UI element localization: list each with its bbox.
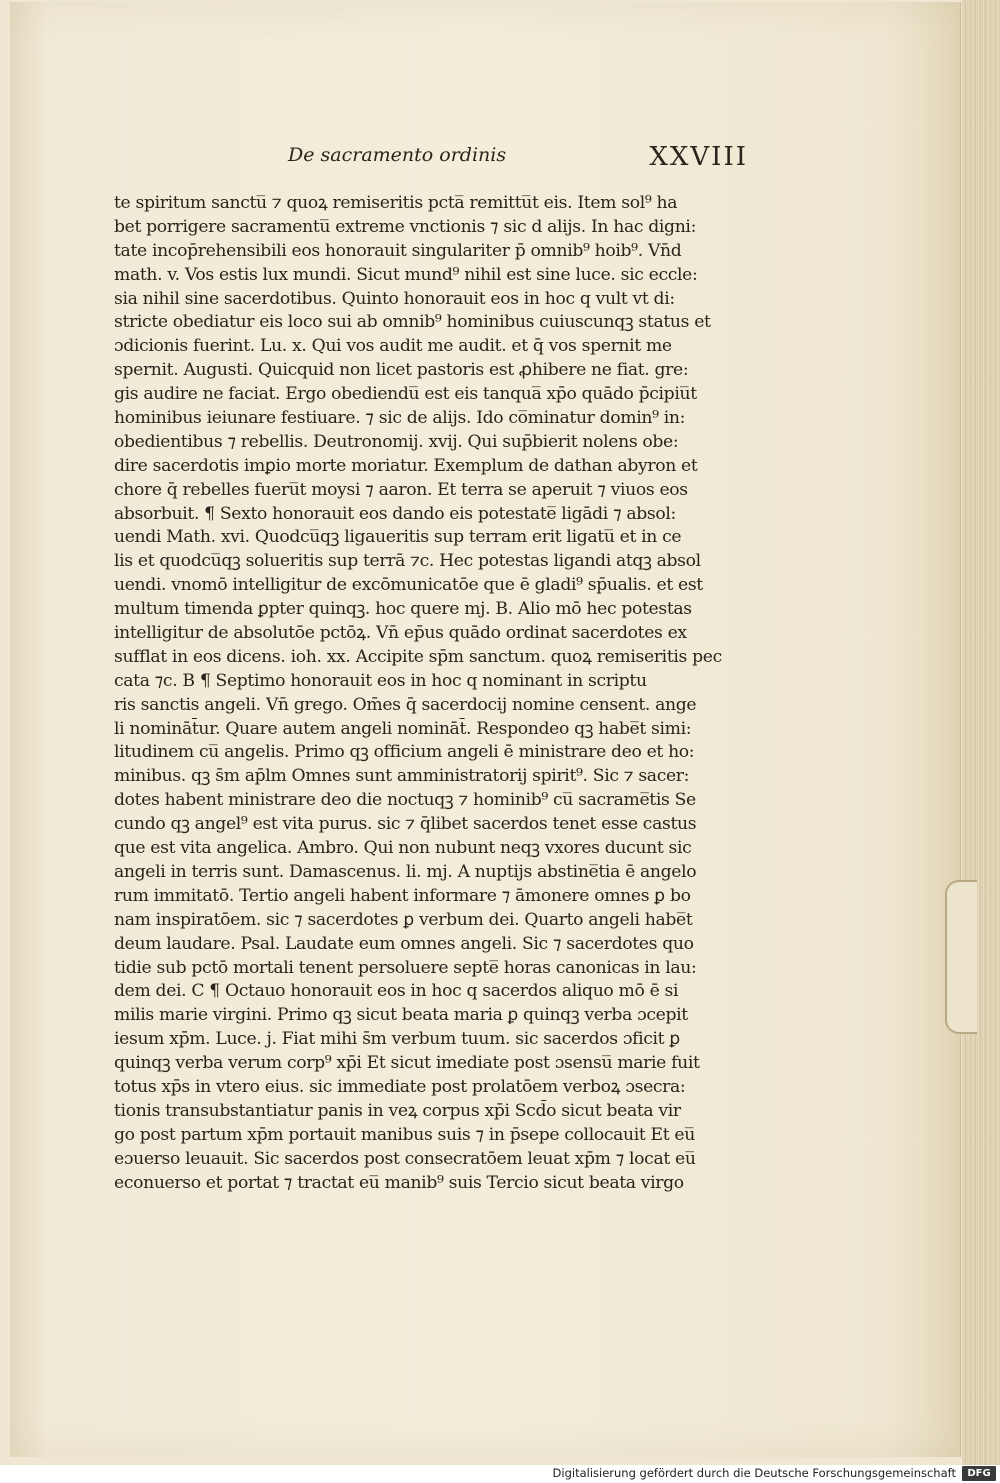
text-line: uendi Math. xvi. Quodcu̅qꝫ ligaueritis sup terram erit ligatu̅ et in ce (114, 527, 682, 548)
text-line: totus xp̄s in vtero eius. sic immediate post prolatōem verboꝝ ɔsecra: (114, 1076, 686, 1097)
text-line: tate incop̄rehensibili eos honorauit singulariter p̄ omnib⁹ hoib⁹. Vn̄d (114, 240, 682, 261)
text-line: go post partum xp̄m portauit manibus suis ⁊ in p̄sepe collocauit Et eu̅ (114, 1124, 695, 1145)
text-line: sufflat in eos dicens. ioh. xx. Accipite sp̄m sanctum. quoꝝ remiseritis pec (114, 646, 722, 667)
text-line: milis marie virgini. Primo qꝫ sicut beata maria ꝑ quinqꝫ verba ɔcepit (114, 1005, 688, 1026)
text-line: litudinem cu̅ angelis. Primo qꝫ officium angeli ē ministrare deo et ho: (114, 742, 695, 763)
text-line: cundo qꝫ angel⁹ est vita purus. sic ⁊ q̄libet sacerdos tenet esse castus (114, 814, 697, 835)
text-block (114, 192, 728, 1195)
text-line: dotes habent ministrare deo die noctuqꝫ ⁊ hominib⁹ cu̅ sacrame̅tis Se (114, 790, 696, 811)
text-line: nam inspiratōem. sic ⁊ sacerdotes ꝑ verbum dei. Quarto angeli habe̅t (114, 909, 693, 930)
footer-credit: Digitalisierung gefördert durch die Deutsche Forschungsgemeinschaft (552, 1466, 956, 1480)
text-line: bet porrigere sacramentu̅ extreme vnctionis ⁊ sic d alijs. In hac digni: (114, 216, 697, 237)
text-line: multum timenda ꝑpter quinqꝫ. hoc quere mj. B. Alio mō hec potestas (114, 599, 692, 620)
folio-number: XXVIII (649, 142, 748, 172)
text-line: intelligitur de absolutōe pctōꝝ. Vn̄ ep̄us quādo ordinat sacerdotes ex (114, 623, 687, 644)
text-line: angeli in terris sunt. Damascenus. li. mj. A nuptijs abstine̅tia ē angelo (114, 861, 697, 882)
text-line: hominibus ieiunare festiuare. ⁊ sic de alijs. Ido co̅minatur domin⁹ in: (114, 408, 686, 429)
text-line: tionis transubstantiatur panis in veꝝ corpus xp̄i Scd̄o sicut beata vir (114, 1100, 681, 1121)
dfg-logo: DFG (962, 1466, 996, 1481)
text-line: que est vita angelica. Ambro. Qui non nubunt neqꝫ vxores ducunt sic (114, 838, 692, 859)
text-line: iesum xp̄m. Luce. j. Fiat mihi s̄m verbum tuum. sic sacerdos ɔficit ꝑ (114, 1029, 680, 1050)
page-edge (962, 0, 1000, 1465)
book-page (10, 2, 961, 1457)
text-line: math. v. Vos estis lux mundi. Sicut mund⁹ nihil est sine luce. sic eccle: (114, 264, 698, 285)
text-line: ɔdicionis fuerint. Lu. x. Qui vos audit me audit. et q̄ vos spernit me (114, 336, 672, 357)
text-line: stricte obediatur eis loco sui ab omnib⁹ hominibus cuiuscunqꝫ status et (114, 312, 711, 333)
text-line: quinqꝫ verba verum corp⁹ xp̄i Et sicut imediate post ɔsensu̅ marie fuit (114, 1053, 700, 1074)
text-line: sia nihil sine sacerdotibus. Quinto honorauit eos in hoc q vult vt di: (114, 288, 675, 309)
text-line: dem dei. C ¶ Octauo honorauit eos in hoc q sacerdos aliquo mō ē si (114, 981, 679, 1002)
clasp-mark (945, 880, 977, 1034)
header-title: De sacramento ordinis (288, 144, 507, 166)
text-line: obedientibus ⁊ rebellis. Deutronomij. xvij. Qui sup̄bierit nolens obe: (114, 431, 679, 452)
text-line: tidie sub pctō mortali tenent persoluere septe̅ horas canonicas in lau: (114, 957, 697, 978)
text-line: lis et quodcu̅qꝫ solueritis sup terrā ⁊c. Hec potestas ligandi atqꝫ absol (114, 551, 701, 572)
text-line: uendi. vnomō intelligitur de excōmunicatōe que ē gladi⁹ sp̄ualis. et est (114, 575, 703, 596)
text-line: te spiritum sanctu̅ ⁊ quoꝝ remiseritis pcta̅ remittu̅t eis. Item sol⁹ ha (114, 193, 678, 213)
text-line: rum immitatō. Tertio angeli habent informare ⁊ āmonere omnes ꝑ bo (114, 885, 691, 906)
running-header (288, 142, 748, 178)
text-line: gis audire ne faciat. Ergo obediendu̅ est eis tanqua̅ xp̄o quādo p̄cipiu̅t (114, 384, 697, 405)
text-line: chore q̄ rebelles fueru̅t moysi ⁊ aaron. Et terra se aperuit ⁊ viuos eos (114, 479, 688, 500)
footer-bar (0, 1465, 1000, 1483)
text-line: cata ⁊c. B ¶ Septimo honorauit eos in hoc q nominant in scriptu (114, 670, 647, 691)
text-line: ris sanctis angeli. Vn̄ grego. Om̄es q̄ sacerdocij nomine censent. ange (114, 694, 697, 715)
text-line: minibus. qꝫ s̄m ap̄lm Omnes sunt amministratorij spirit⁹. Sic ⁊ sacer: (114, 766, 690, 787)
text-line: eɔuerso leuauit. Sic sacerdos post consecratōem leuat xp̄m ⁊ locat eu̅ (114, 1148, 696, 1169)
text-line: deum laudare. Psal. Laudate eum omnes angeli. Sic ⁊ sacerdotes quo (114, 933, 694, 954)
text-line: li nomināt̄ur. Quare autem angeli nomināt̄. Respondeo qꝫ habe̅t simi: (114, 718, 692, 739)
text-line: dire sacerdotis imꝑio morte moriatur. Exemplum de dathan abyron et (114, 455, 698, 476)
text-line: spernit. Augusti. Quicquid non licet pastoris est ꝓhibere ne fiat. gre: (114, 360, 689, 381)
text-line: econuerso et portat ⁊ tractat eu̅ manib⁹ suis Tercio sicut beata virgo (114, 1172, 684, 1193)
text-line: absorbuit. ¶ Sexto honorauit eos dando eis potestate̅ ligādi ⁊ absol: (114, 503, 676, 524)
